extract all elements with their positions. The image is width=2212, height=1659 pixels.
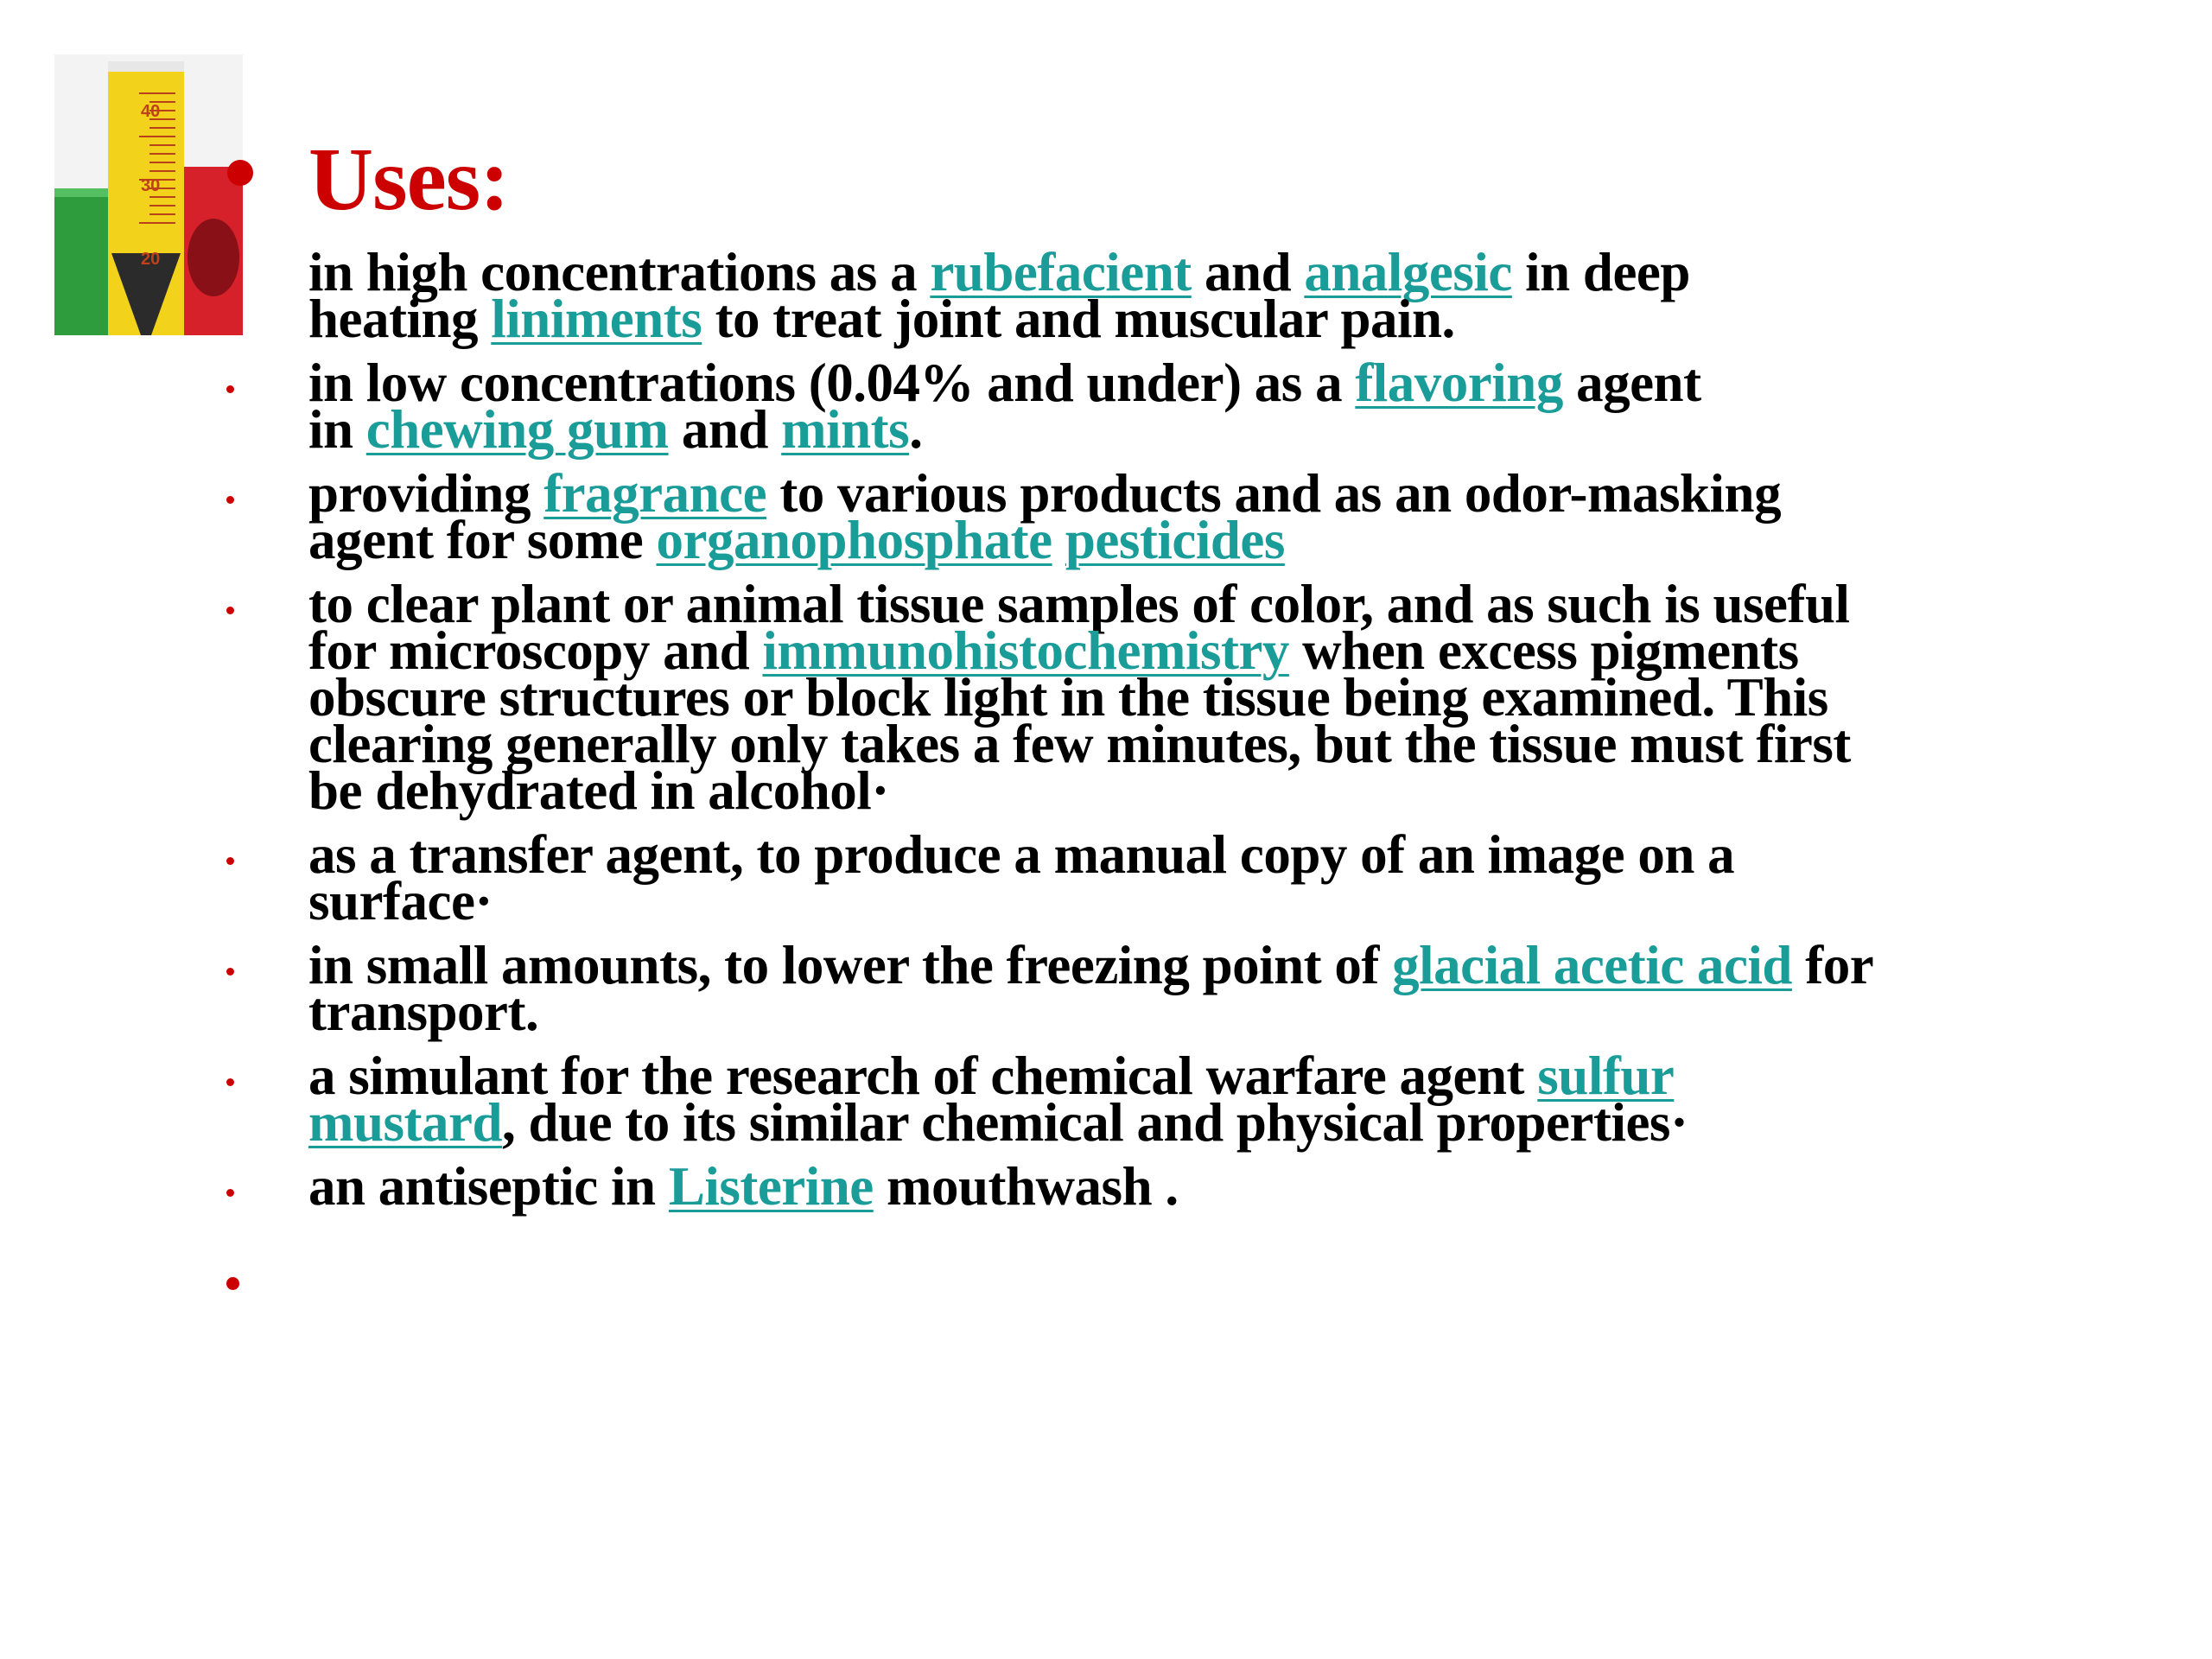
term-link[interactable]: mustard xyxy=(308,1092,503,1153)
use-item xyxy=(308,824,2166,931)
use-item xyxy=(308,353,2166,460)
use-text: to clear plant or animal tissue samples of color, and as such is useful xyxy=(308,574,1850,634)
use-text: a simulant for the research of chemical warfare agent xyxy=(308,1046,1538,1106)
use-text: for xyxy=(1791,935,1874,995)
use-item xyxy=(308,242,2166,349)
term-link[interactable]: liniments xyxy=(491,289,702,349)
use-line xyxy=(308,399,2166,460)
use-text: in small amounts, to lower the freezing point of xyxy=(308,935,1393,995)
bullet-icon xyxy=(226,496,234,504)
term-link[interactable]: immunohistochemistry xyxy=(762,620,1289,681)
use-text: be dehydrated in alcohol· xyxy=(308,760,889,821)
use-item xyxy=(308,935,2166,1042)
bullet-icon xyxy=(226,385,234,393)
scale-label: 20 xyxy=(141,250,161,269)
term-link[interactable]: flavoring xyxy=(1355,353,1563,413)
use-text: in high concentrations as a xyxy=(308,242,931,302)
heading-bullet-icon xyxy=(227,160,253,186)
term-link[interactable]: Listerine xyxy=(668,1156,874,1217)
bullet-icon xyxy=(226,1189,234,1197)
use-text: mouthwash . xyxy=(873,1156,1179,1217)
use-line xyxy=(308,760,2166,821)
term-link[interactable]: sulfur xyxy=(1537,1046,1675,1106)
uses-list xyxy=(308,242,2166,1227)
use-text: . xyxy=(909,399,923,460)
use-text: agent for some xyxy=(308,510,657,570)
use-text: providing xyxy=(308,463,544,524)
use-text: in low concentrations (0.04% and under) as a xyxy=(308,353,1356,413)
use-line xyxy=(308,871,2166,931)
use-text: obscure structures or block light in the tissue being examined. This xyxy=(308,667,1828,728)
use-line xyxy=(308,289,2166,349)
term-link[interactable]: pesticides xyxy=(1065,510,1285,570)
use-text: in xyxy=(308,399,366,460)
graduated-cylinder-icon xyxy=(54,54,243,335)
use-line xyxy=(308,1156,2166,1217)
use-text: clearing generally only takes a few minutes, but the tissue must first xyxy=(308,714,1851,774)
term-link[interactable]: mints xyxy=(781,399,910,460)
use-text: when excess pigments xyxy=(1288,620,1799,681)
bullet-icon xyxy=(226,857,234,865)
use-line xyxy=(308,1092,2166,1153)
use-text: surface· xyxy=(308,871,493,931)
slide-title: Uses: xyxy=(308,130,509,229)
use-line xyxy=(308,510,2166,570)
use-text: to treat joint and muscular pain. xyxy=(702,289,1455,349)
use-text: to various products and as an odor-masking xyxy=(766,463,1782,524)
use-text: for microscopy and xyxy=(308,620,763,681)
use-text: in deep xyxy=(1511,242,1690,302)
term-link[interactable]: analgesic xyxy=(1304,242,1512,302)
bullet-icon xyxy=(226,968,234,976)
term-link[interactable]: fragrance xyxy=(543,463,767,524)
term-link[interactable]: chewing gum xyxy=(365,399,669,460)
use-item xyxy=(308,574,2166,821)
use-text: an antiseptic in xyxy=(308,1156,669,1217)
term-link[interactable]: organophosphate xyxy=(656,510,1052,570)
empty-bullet-icon xyxy=(226,1277,239,1290)
use-item xyxy=(308,1156,2166,1217)
use-text: transport. xyxy=(308,982,539,1042)
scale-label: 40 xyxy=(141,102,161,121)
bullet-icon xyxy=(226,1078,234,1086)
use-text: and xyxy=(1191,242,1305,302)
use-item xyxy=(308,1046,2166,1153)
term-link[interactable]: glacial acetic acid xyxy=(1392,935,1792,995)
use-text: agent xyxy=(1562,353,1701,413)
use-text: heating xyxy=(308,289,492,349)
use-line xyxy=(308,982,2166,1042)
term-link[interactable]: rubefacient xyxy=(930,242,1192,302)
use-item xyxy=(308,463,2166,570)
use-line xyxy=(308,935,2166,995)
scale-label: 30 xyxy=(141,176,161,195)
use-text: and xyxy=(668,399,782,460)
use-text: , due to its similar chemical and physical properties· xyxy=(502,1092,1688,1153)
bullet-icon xyxy=(226,607,234,614)
use-line xyxy=(308,824,2166,885)
use-text: as a transfer agent, to produce a manual copy of an image on a xyxy=(308,824,1735,885)
use-text xyxy=(1052,510,1065,570)
